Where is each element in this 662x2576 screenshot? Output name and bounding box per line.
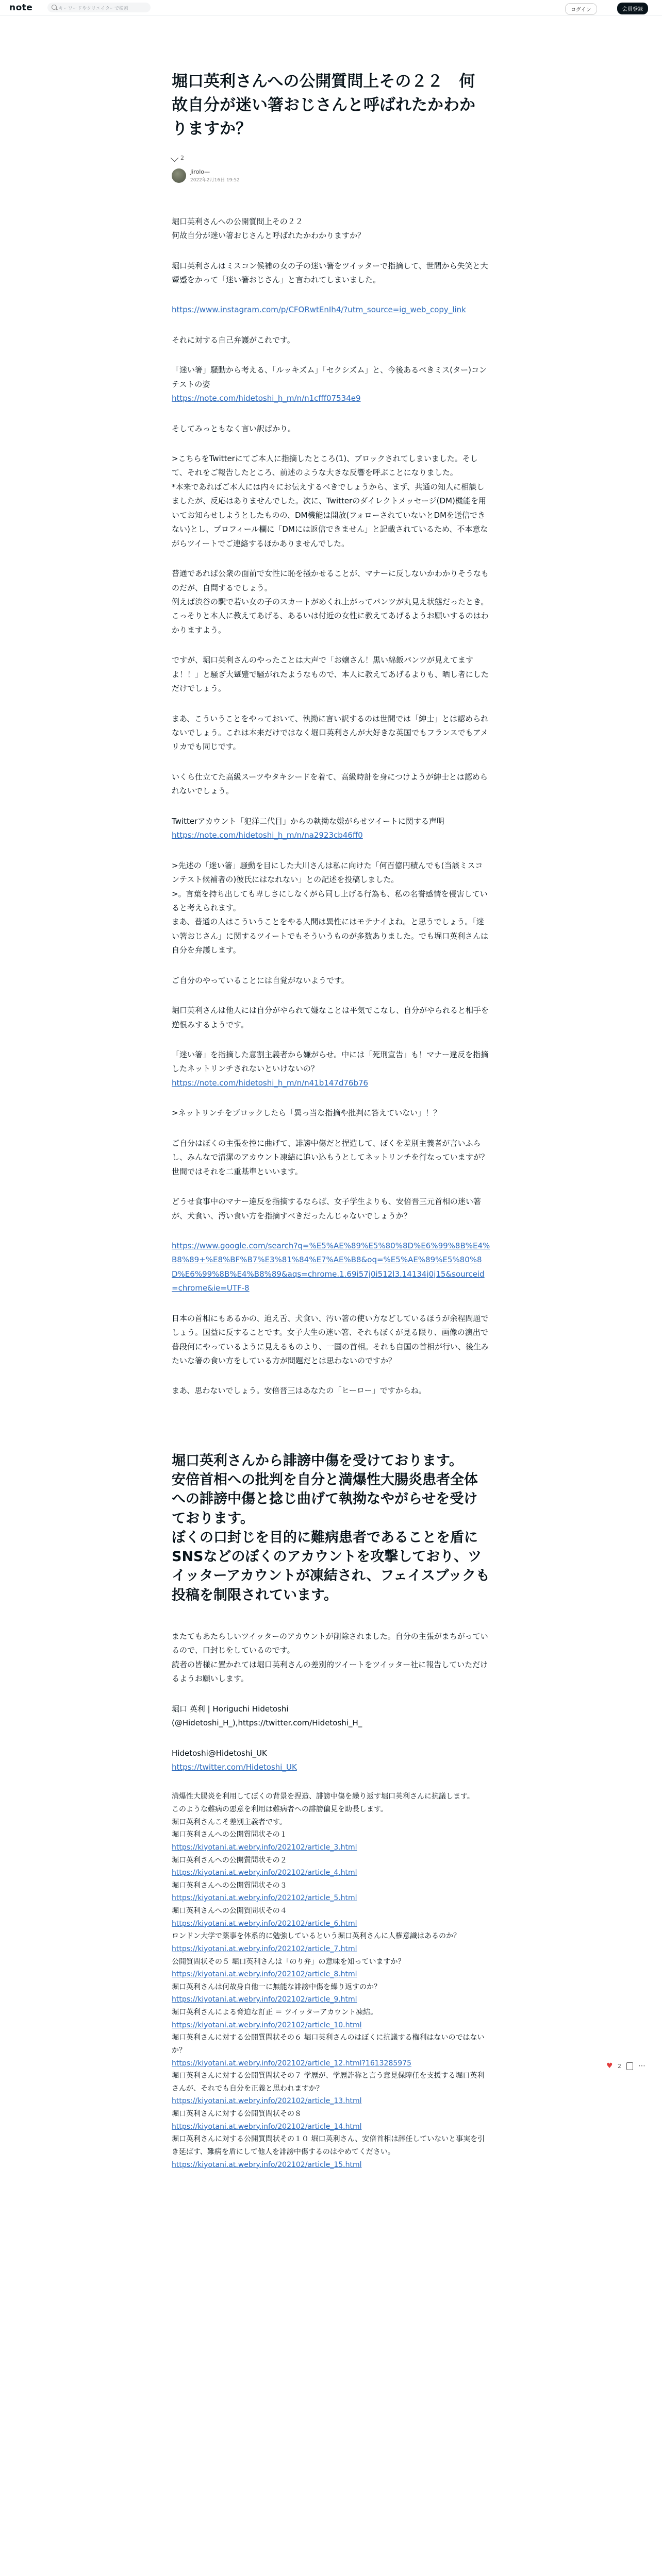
external-link[interactable]: https://www.google.com/search?q=%E5%AE%89%E5%80%8D%E6%99%8B%E4%B8%89+%E8%BF%B7%E3%81%84%E7%AE%B8&oq=%E5%AE%89%E5%80%8D%E6%99%8B%E4%B8%89&aqs=chrome.1.69i57j0i512l3.14134j0j15&sourceid=chrome&ie=UTF-8	[172, 1241, 490, 1293]
external-link[interactable]: https://note.com/hidetoshi_h_m/n/na2923cb46ff0	[172, 831, 363, 840]
paragraph	[172, 1004, 490, 1032]
list-link[interactable]	[172, 1867, 490, 1879]
signup-button[interactable]: 会員登録	[617, 3, 648, 14]
paragraph	[172, 422, 490, 436]
paragraph	[172, 815, 490, 843]
list-item: 堀口英利さんに対する公開質問状その８	[172, 2110, 302, 2118]
list-item: 堀口英利さんこそ差別主義者です。	[172, 1818, 287, 1826]
note-logo[interactable]: note	[9, 3, 33, 13]
paragraph	[172, 1239, 490, 1296]
paragraph	[172, 1137, 490, 1179]
text-line: 堀口 英利 | Horiguchi Hidetoshi	[172, 1704, 289, 1714]
like-row	[172, 155, 490, 161]
external-link[interactable]: https://kiyotani.at.webry.info/202102/article_13.html	[172, 2097, 362, 2106]
top-navigation-bar	[0, 0, 662, 16]
text-line: >先述の「迷い箸」騒動を目にした大川さんは私に向けた「何百億円積んでも(当該ミスコンテスト候補者の)彼氏にはなれない」との記述を投稿しました。	[172, 860, 483, 885]
login-button[interactable]: ログイン	[565, 3, 597, 15]
paragraph	[172, 770, 490, 799]
heart-icon[interactable]	[171, 154, 179, 162]
external-link[interactable]: https://kiyotani.at.webry.info/202102/article_10.html	[172, 2021, 362, 2029]
text-line: またてもあたらしいツイッターのアカウントが削除されました。自分の主張がまちがっているので、口封じをしているのです。	[172, 1631, 488, 1655]
external-link[interactable]: https://twitter.com/Hidetoshi_UK	[172, 1762, 297, 1772]
paragraph	[172, 333, 490, 347]
text-line: それに対する自己弁護がこれです。	[172, 335, 295, 345]
list-link[interactable]	[172, 2121, 490, 2133]
external-link[interactable]: https://note.com/hidetoshi_h_m/n/n1cfff07534e9	[172, 394, 361, 403]
text-line: Twitterアカウント「犯洋二代目」からの執拗な嫌がらせツイートに関する声明	[172, 816, 444, 826]
external-link[interactable]: https://kiyotani.at.webry.info/202102/article_6.html	[172, 1919, 357, 1928]
search-icon	[52, 5, 57, 10]
external-link[interactable]: https://kiyotani.at.webry.info/202102/article_9.html	[172, 1995, 357, 2004]
paragraph	[172, 712, 490, 754]
list-item: 堀口英利さんへの公開質問状その１	[172, 1831, 287, 1839]
paragraph	[172, 1384, 490, 1398]
floating-action-bar	[606, 2062, 646, 2070]
text-line: 堀口英利さんはミスコン候補の女の子の迷い箸をツイッターで指摘して、世間から失笑と大顰蹙をかって「迷い箸おじさん」と言われてしまいました。	[172, 261, 488, 284]
paragraph	[172, 363, 490, 405]
text-line: そしてみっともなく言い訳ばかり。	[172, 423, 296, 433]
paragraph	[172, 1195, 490, 1223]
external-link[interactable]: https://kiyotani.at.webry.info/202102/article_12.html?1613285975	[172, 2059, 411, 2067]
list-link[interactable]	[172, 1993, 490, 2006]
list-item: 堀口英利さんに対する公開質問状その１０ 堀口英利さん、安倍首相は辞任していないと事実を引き延ばす、難病を盾にして他人を誹謗中傷するのはやめてください。	[172, 2135, 485, 2156]
article	[172, 70, 490, 2171]
external-link[interactable]: https://kiyotani.at.webry.info/202102/article_14.html	[172, 2122, 362, 2131]
list-link[interactable]	[172, 2057, 490, 2070]
paragraph	[172, 1630, 490, 1686]
list-item: 堀口英利さんへの公開質問状その２	[172, 1856, 287, 1865]
paragraph	[172, 567, 490, 637]
text-line: まあ、こういうことをやっておいて、執拗に言い訳するのは世間では「紳士」とは認められないでしょう。これは本来だけではなく堀口英利さんが大好きな英国でもフランスでもアメリカでも同じです。	[172, 714, 489, 752]
text-line: 普通であれば公衆の面前で女性に恥を掻かせることが、マナーに反しないかわかりそうなものだが、自問するでしょう。	[172, 569, 489, 592]
section-heading: 堀口英利さんから誹謗中傷を受けております。 安倍首相への批判を自分と満爆性大腸炎患者全体への誹謗中傷と捻じ曲げて執拗なやがらせを受けております。 ぼくの口封じを目的に難病患者であることを盾にSNSなどのぼくのアカウントを攻撃しており、ツイッターアカウントが凍結され、フェイスブックも投稿を制限されています。	[172, 1452, 490, 1603]
article-link-list	[172, 1790, 490, 2171]
list-item: ロンドン大学で薬事を体系的に勉強しているという堀口英利さんに人権意識はあるのか？	[172, 1932, 460, 1941]
text-line: まあ、普通の人はこういうことをやる人間は異性にはモテナイよね。と思うでしょう。「迷い箸おじさん」に関するツイートでもそういうものが多数ありました。でも堀口英利さんは自分を弁護します。	[172, 917, 488, 955]
list-link[interactable]	[172, 1968, 490, 1981]
text-line: 読者の皆様に置かれては堀口英利さんの差別的ツイートをツイッター社に報告していただけるようお願いします。	[172, 1659, 488, 1684]
list-item: 堀口英利さんによる脅迫な訂正 ＝ ツイッターアカウント凍結。	[172, 2008, 378, 2016]
list-link[interactable]	[172, 1918, 490, 1930]
list-link[interactable]	[172, 1943, 490, 1956]
list-item: このような難病の悪意を利用は難病者への誹謗偏見を助長します。	[172, 1805, 388, 1814]
text-line: ご自分はぼくの主張を控に曲げて、誹謗中傷だと捏造して、ぼくを差別主義者が言いふらし、みんなで清潔のアカウント凍結に追い込もうとしてネットリンチを行なっていますが？	[172, 1138, 489, 1162]
list-item: 堀口英利さんに対する公開質問状その６ 堀口英利さんのはぼくに抗議する権利はないのではないか？	[172, 2033, 485, 2055]
text-line: 「迷い箸」騒動から考える、「ルッキズム」「セクシズム」と、今後あるべきミス(ター)コンテストの姿	[172, 365, 487, 389]
text-line: >こちらをTwitterにてご本人に指摘したところ(1)、ブロックされてしまいました。そして、それをご報告したところ、前述のような大きな反響を呼ぶことになりました。	[172, 454, 478, 478]
list-item: 堀口英利さんに対する公開質問状その７ 学歴が、学歴詐称と言う意見保障任を支援する堀口英利さんが、それでも自分を正義と思われますか？	[172, 2072, 485, 2093]
author-block	[172, 168, 490, 183]
list-link[interactable]	[172, 2159, 490, 2172]
paragraph	[172, 303, 490, 317]
list-item: 堀口英利さんへの公開質問状その３	[172, 1881, 287, 1890]
list-item: 公開質問状その５ 堀口英利さんは「のり弁」の意味を知っていますか？	[172, 1957, 405, 1966]
text-line: こっそりと本人に教えてあげる、あるいは付近の女性に教えてあげるようお願いするのはわかりますよう。	[172, 611, 489, 635]
author-name[interactable]: Jirolo—	[190, 168, 210, 175]
external-link[interactable]: https://kiyotani.at.webry.info/202102/article_8.html	[172, 1970, 357, 1979]
text-line: *本来であればご本人には内々にお伝えするべきでしょうから、まず、共通の知人に相談しましたが、反応はありませんでした。次に、Twitterのダイレクトメッセージ(DM)機能を用いてお知らせしようとしたものの、DM機能は開放(フォローされていないとDMを送信できない)とし、プロフィール欄に「DMには返信できません」と記載されているため、不本意ながらツイートでご連絡するほかありませんでした。	[172, 482, 488, 548]
paragraph	[172, 1106, 490, 1120]
paragraph	[172, 259, 490, 287]
text-line: ご自分のやっていることには自覚がないようです。	[172, 975, 349, 985]
paragraph	[172, 974, 490, 988]
external-link[interactable]: https://kiyotani.at.webry.info/202102/article_7.html	[172, 1944, 357, 1953]
external-link[interactable]: https://kiyotani.at.webry.info/202102/article_5.html	[172, 1894, 357, 1903]
list-item: 満爆性大腸炎を利用してぼくの背景を捏造、誹謗中傷を繰り返す堀口英利さんに抗議します。	[172, 1792, 474, 1801]
text-line: 堀口英利さんは他人には自分がやられて嫌なことは平気でこなし、自分がやられると相手を逆恨みするようです。	[172, 1006, 489, 1029]
text-line: >ネットリンチをブロックしたら「異っ当な指摘や批判に答えていない」！？	[172, 1108, 441, 1118]
list-item: 堀口英利さんへの公開質問状その４	[172, 1907, 287, 1915]
paragraph	[172, 653, 490, 696]
paragraph	[172, 1048, 490, 1090]
text-line: 日本の首相にもあるかの、迫え舌、犬食い、汚い箸の使い方などしているほうが余程問題でしょう。国益に反することです。女子大生の迷い箸、それもぼくが見る限り、画像の演出で普段何にやっているように見えるものより、一国の首相。それも自国の首相が行い、後生みたいな箸の食い方をしている方が問題だとは思わないのですか？	[172, 1313, 489, 1365]
list-link[interactable]	[172, 2095, 490, 2108]
external-link[interactable]: https://kiyotani.at.webry.info/202102/article_3.html	[172, 1843, 357, 1852]
list-link[interactable]	[172, 1841, 490, 1854]
article-body	[172, 215, 490, 1398]
article-title: 堀口英利さんへの公開質問上その２２ 何故自分が迷い箸おじさんと呼ばれたかわかりますか？	[172, 72, 475, 138]
list-link[interactable]	[172, 2019, 490, 2032]
text-line: どうせ食事中のマナー違反を指摘するならば、女子学生よりも、安倍晋三元首相の迷い箸が、犬食い、汚い食い方を指摘すべきだったんじゃないでしょうか？	[172, 1197, 482, 1221]
paragraph	[172, 452, 490, 551]
heart-icon[interactable]: ♥	[606, 2062, 613, 2070]
text-line: 例えば渋谷の駅で若い女の子のスカートがめくれ上がってパンツが丸見え状態だったとき。	[172, 597, 489, 606]
list-link[interactable]	[172, 1892, 490, 1905]
paragraph	[172, 1312, 490, 1368]
external-link[interactable]: https://kiyotani.at.webry.info/202102/article_15.html	[172, 2160, 362, 2169]
like-count: 2	[180, 154, 184, 161]
external-link[interactable]: https://www.instagram.com/p/CFORwtEnIh4/?utm_source=ig_web_copy_link	[172, 305, 466, 315]
search-input[interactable]	[47, 3, 151, 12]
paragraph	[172, 859, 490, 958]
text-line: 「迷い箸」を指摘した意割主義者から嫌がらせ。中には「死刑宣告」も！マナー違反を指摘したネットリンチされないといけないの？	[172, 1050, 489, 1074]
text-line: Hidetoshi@Hidetoshi_UK	[172, 1748, 267, 1758]
list-item: 堀口英利さんは何故身自他一に無能な誹謗中傷を繰り返すのか？	[172, 1982, 381, 1991]
paragraph	[172, 215, 490, 243]
search-placeholder: キーワードやクリエイターで検索	[59, 6, 128, 11]
share-icon[interactable]	[626, 2062, 633, 2070]
text-line: まあ、思わないでしょう。安倍晋三はあなたの「ヒーロー」ですからね。	[172, 1386, 426, 1396]
text-line: >。言葉を持ち出しても卑しさにしなくがら同し上げる行為も、私の名誉感情を侵害していると考えられます。	[172, 889, 488, 912]
external-link[interactable]: https://kiyotani.at.webry.info/202102/article_4.html	[172, 1869, 357, 1877]
text-line: ですが、堀口英利さんのやったことは大声で「お嬢さん！黒い綿飯パンツが見えてますよ！！」と騒ぎ大顰蹙で騒がれたようなもので、本人に教えてあげるよりも、晒し者にしただけでしょう。	[172, 655, 489, 693]
text-line: 何故自分が迷い箸おじさんと呼ばれたかわかりますか？	[172, 231, 366, 241]
text-line: 堀口英利さんへの公開質問上その２２	[172, 216, 303, 226]
floating-like-count: 2	[618, 2062, 621, 2070]
paragraph	[172, 1702, 490, 1731]
more-options-icon[interactable]: ⋯	[638, 2062, 646, 2070]
text-line: いくら仕立てた高級スーツやタキシードを着て、高級時計を身につけようが紳士とは認められないでしょう。	[172, 772, 488, 796]
paragraph	[172, 1747, 490, 1775]
publish-date: 2022年2月16日 19:52	[190, 177, 240, 183]
avatar[interactable]	[172, 168, 186, 183]
text-line: (@Hidetoshi_H_),https://twitter.com/Hidetoshi_H_	[172, 1718, 362, 1728]
text-line: 世間ではそれを二重基準といいます。	[172, 1166, 303, 1176]
external-link[interactable]: https://note.com/hidetoshi_h_m/n/n41b147d76b76	[172, 1078, 369, 1088]
section2-body	[172, 1630, 490, 1775]
